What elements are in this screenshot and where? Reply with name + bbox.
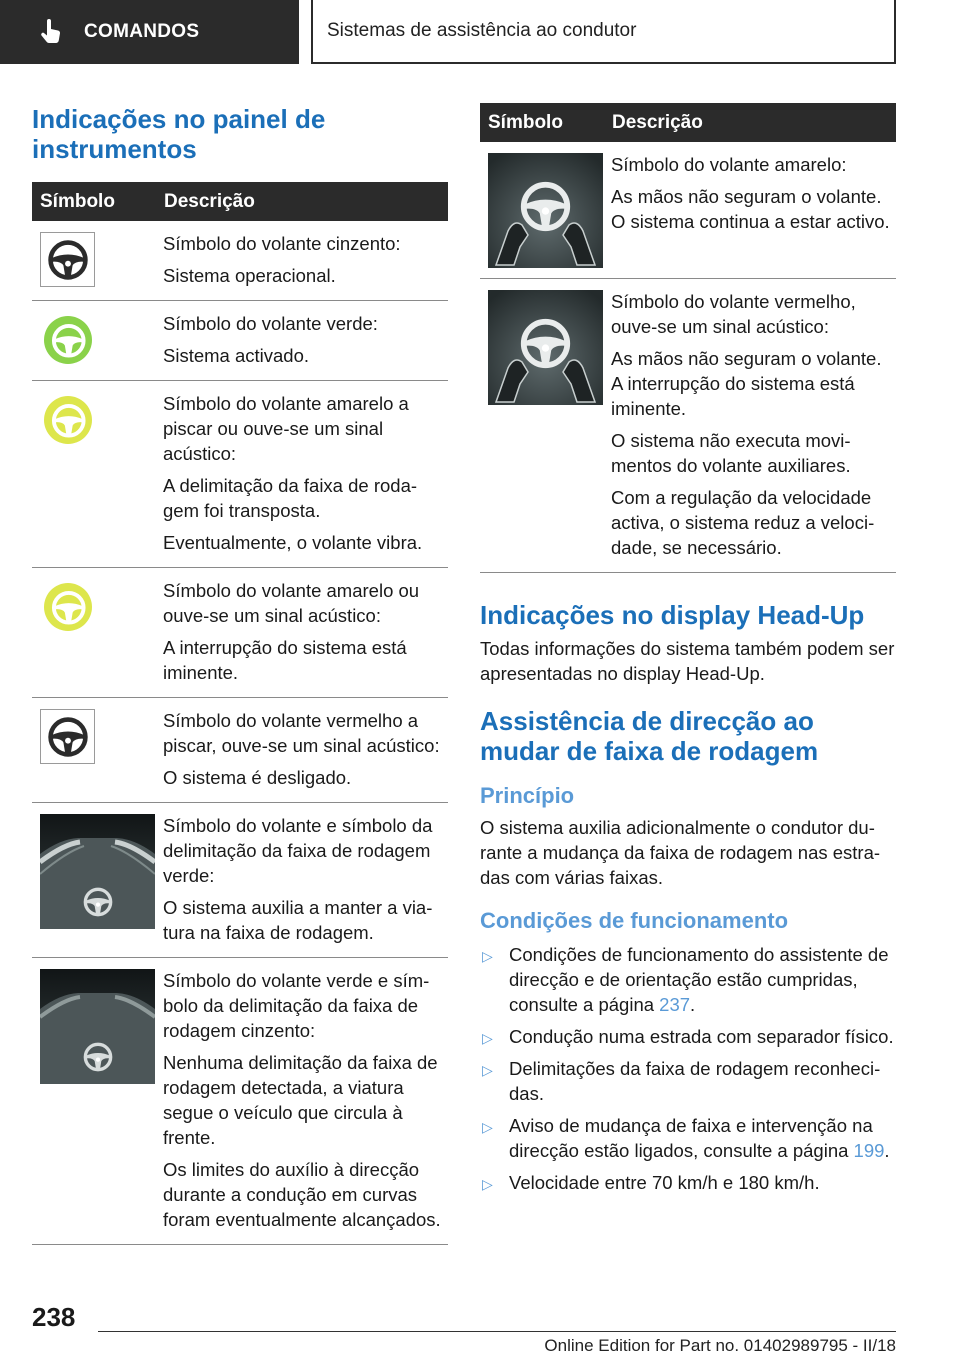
row-desc-line: Sistema operacional. [163,265,336,286]
chapter-title-box [311,0,896,64]
lane-change-heading: Assistência de direcção ao mudar de faixa de rodagem [480,706,819,766]
pointing-hand-icon [38,19,64,45]
row-desc-line: Símbolo do volante amarelo a piscar ou ouve-se um sinal acústico: [163,393,409,464]
bullet-text: Condução numa estrada com separador físico. [509,1026,894,1047]
steering-wheel-yellow-flashing-icon [40,392,95,447]
row-desc-line: O sistema auxilia a manter a viatura na faixa de rodagem. [163,897,433,943]
row-desc-line: O sistema não executa movimentos do volante auxiliares. [611,430,851,476]
table-row [32,698,448,803]
row-desc-line: Símbolo do volante cinzento: [163,233,401,254]
hands-off-wheel-yellow-icon [488,153,603,268]
steering-wheel-grey-icon [40,232,95,287]
row-desc-line: Símbolo do volante verde e símbolo da delimitação da faixa de rodagem cinzento: [163,970,430,1041]
conditions-heading: Condições de funcionamento [480,908,789,933]
lane-marking-green-display-icon [40,814,155,929]
bullet-text: Velocidade entre 70 km/h e 180 km/h. [509,1172,820,1193]
row-desc-line: Símbolo do volante amarelo ou ouve-se um sinal acústico: [163,580,420,626]
row-desc-line: Símbolo do volante vermelho a piscar, ouve-se um sinal acústico: [163,710,440,756]
instrument-symbol-table [32,182,448,1245]
row-desc-line: Símbolo do volante verde: [163,313,378,334]
table-row [32,381,448,568]
col-description-header: Descrição [160,182,448,221]
col-symbol-header: Símbolo [480,103,608,142]
steering-wheel-yellow-icon [40,579,95,634]
lane-marking-grey-display-icon [40,969,155,1084]
table-row [32,568,448,698]
table-row [32,221,448,301]
row-desc-line: Eventualmente, o volante vibra. [163,532,423,553]
principle-text: O sistema auxilia adicionalmente o condutor durante a mudança da faixa de rodagem nas estradas com várias faixas. [480,817,881,888]
list-item [480,1024,896,1049]
page-number: 238 [32,1302,76,1332]
bullet-triangle-icon: ▷ [482,1030,493,1046]
bullet-triangle-icon: ▷ [482,1062,493,1078]
right-column [480,103,896,1202]
chapter-title: Sistemas de assistência ao condutor [327,20,637,41]
section-label: COMANDOS [84,21,200,42]
bullet-text: Delimitações da faixa de rodagem reconhecidas. [509,1058,881,1104]
bullet-triangle-icon: ▷ [482,1119,493,1135]
table-header-row [480,103,896,142]
row-desc-line: Os limites do auxílio à direcção durante a condução em curvas foram eventualmente alcançados. [163,1159,441,1230]
row-desc-line: A delimitação da faixa de rodagem foi transposta. [163,475,418,521]
table-row [480,142,896,279]
table-row [32,958,448,1245]
bullet-end: . [884,1140,890,1161]
row-desc-line: Símbolo do volante e símbolo da delimitação da faixa de rodagem verde: [163,815,433,886]
row-desc-line: As mãos não seguram o volante. O sistema continua a estar activo. [611,186,890,232]
bullet-triangle-icon: ▷ [482,948,493,964]
steering-wheel-green-icon [40,312,95,367]
left-column [32,104,448,1245]
col-symbol-header: Símbolo [32,182,160,221]
bullet-text: Aviso de mudança de faixa e intervenção na direcção estão ligados, consulte a página [509,1115,873,1161]
list-item [480,1170,896,1195]
bullet-text: Condições de funcionamento do assistente de direcção e de orientação estão cumpridas, consulte a página [509,944,889,1015]
footer-divider [98,1331,896,1332]
row-desc-line: As mãos não seguram o volante. A interrupção do sistema está iminente. [611,348,882,419]
bullet-triangle-icon: ▷ [482,1176,493,1192]
instrument-panel-heading: Indicações no painel de instrumentos [32,104,326,164]
list-item [480,1056,896,1106]
bullet-end: . [690,994,696,1015]
section-tab [0,0,299,64]
row-desc-line: Sistema activado. [163,345,310,366]
steering-wheel-red-flashing-icon [40,709,95,764]
table-header-row [32,182,448,221]
edition-text: Online Edition for Part no. 01402989795 - II/18 [544,1336,896,1355]
page-link-237[interactable]: 237 [659,994,691,1015]
row-desc-line: O sistema é desligado. [163,767,352,788]
principle-heading: Princípio [480,783,575,808]
row-desc-line: A interrupção do sistema está iminente. [163,637,407,683]
col-description-header: Descrição [608,103,896,142]
row-desc-line: Símbolo do volante vermelho, ouve-se um sinal acústico: [611,291,856,337]
hands-off-symbol-table [480,103,896,573]
row-desc-line: Nenhuma delimitação da faixa de rodagem detectada, a viatura segue o veículo que circula à frente. [163,1052,438,1148]
table-row [32,803,448,958]
hud-text: Todas informações do sistema também podem ser apresentadas no display Head-Up. [480,638,895,684]
page-link-199[interactable]: 199 [853,1140,885,1161]
row-desc-line: Com a regulação da velocidade activa, o sistema reduz a velocidade, se necessário. [611,487,875,558]
hud-heading: Indicações no display Head-Up [480,600,865,630]
list-item [480,942,896,1017]
hands-off-wheel-red-icon [488,290,603,405]
table-row [480,279,896,573]
list-item [480,1113,896,1163]
row-desc-line: Símbolo do volante amarelo: [611,154,847,175]
conditions-list [480,942,896,1195]
table-row [32,301,448,381]
